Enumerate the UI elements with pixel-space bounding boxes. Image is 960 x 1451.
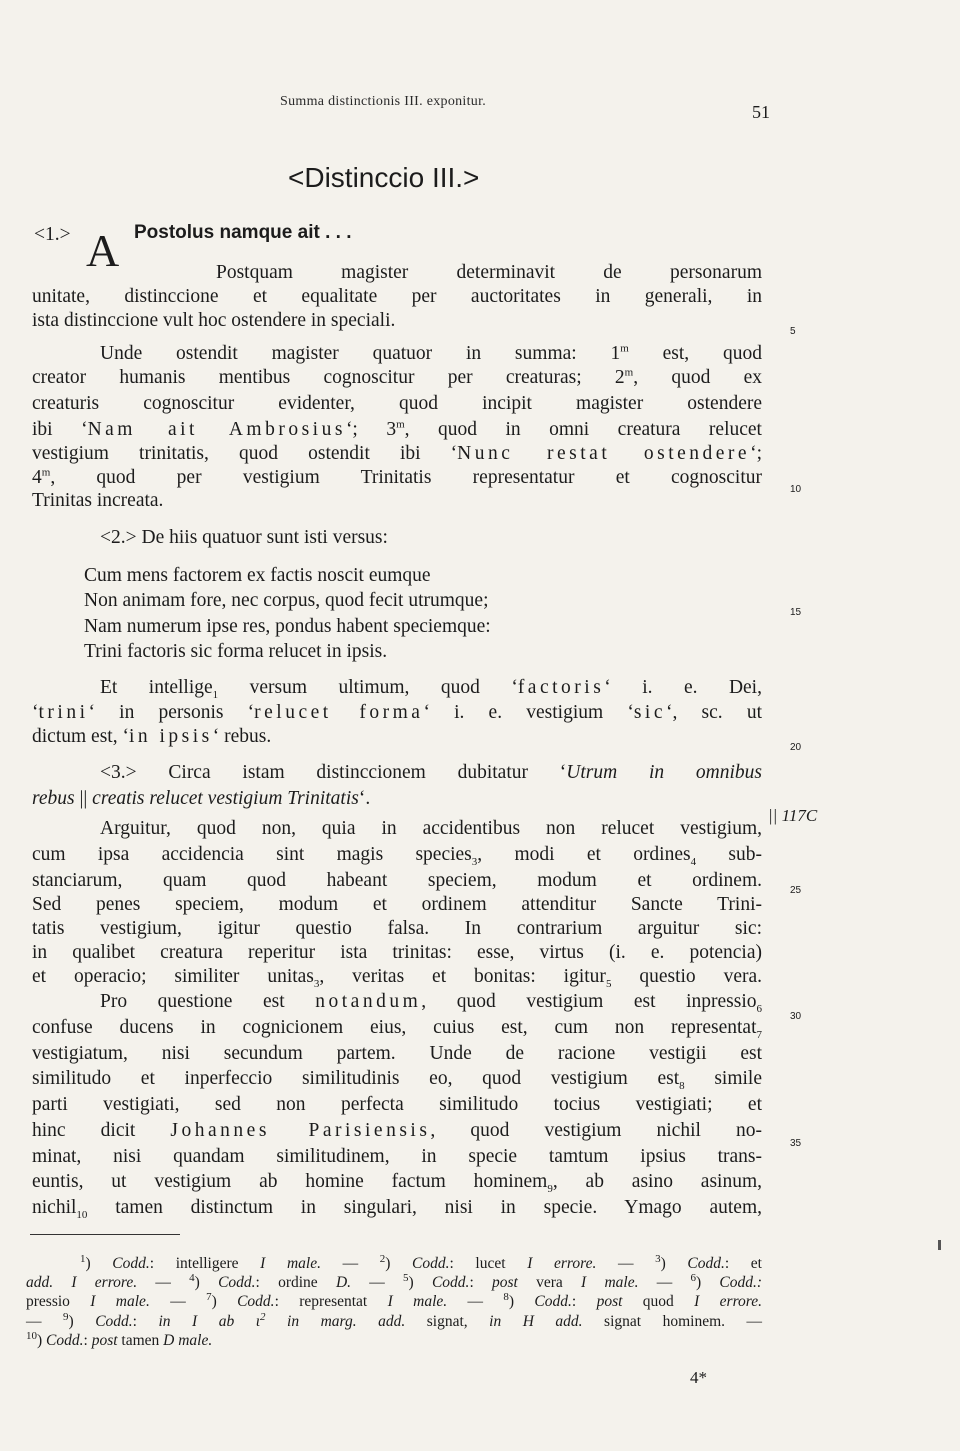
signature-mark: 4* bbox=[690, 1368, 707, 1387]
footnote-line: $^{10}$) Codd.: post tamen D male. bbox=[26, 1329, 213, 1349]
footnote-line: pressio I male. — $^7$) Codd.: representat I male. — $^8$) Codd.: post quod I errore. bbox=[26, 1290, 762, 1310]
margin-line-number: 20 bbox=[790, 742, 802, 753]
margin-folio-reference: || 117C bbox=[768, 806, 818, 825]
text-line: minat, nisi quandam similitudinem, in specie tamtum ipsius trans- bbox=[32, 1146, 762, 1167]
question-line: <3.> Circa istam distinccionem dubitatur ‘Utrum in omnibus bbox=[100, 762, 762, 783]
text-line: euntis, ut vestigium ab homine factum hominem$_9$, ab asino asinum, bbox=[32, 1171, 762, 1195]
text-line: Arguitur, quod non, quia in accidentibus non relucet vestigium, bbox=[100, 818, 762, 839]
text-line: creator humanis mentibus cognoscitur per creaturas; 2$^m$, quod ex bbox=[32, 366, 762, 388]
margin-line-number: 15 bbox=[790, 607, 802, 618]
text-line: nichil$_{10}$ tamen distinctum in singulari, nisi in specie. Ymago autem, bbox=[32, 1197, 762, 1221]
text-line: similitudo et inperfeccio similitudinis eo, quod vestigium est$_8$ simile bbox=[32, 1068, 762, 1092]
verse-line: Trini factoris sic forma relucet in ipsis. bbox=[84, 641, 388, 662]
text-line: vestigiatum, nisi secundum partem. Unde de racione vestigii est bbox=[32, 1043, 762, 1064]
text-line: parti vestigiati, sed non perfecta similitudo tocius vestigiati; et bbox=[32, 1094, 762, 1115]
page-title: <Distinccio III.> bbox=[288, 162, 480, 193]
footnote-line: — $^9$) Codd.: in I ab $\iota^2$ in marg. add. signat, in H add. signat hominem. — bbox=[26, 1310, 763, 1330]
text-line: et operacio; similiter unitas$_3$, veritas et bonitas: igitur$_5$ questio vera. bbox=[32, 966, 762, 990]
text-line: confuse ducens in cognicionem eius, cuius est, cum non representat$_7$ bbox=[32, 1017, 762, 1041]
text-line: unitate, distinccione et equalitate per auctoritates in generali, in bbox=[32, 286, 762, 307]
margin-line-number: 35 bbox=[790, 1138, 802, 1149]
text-line: stanciarum, quam quod habeant speciem, modum et ordinem. bbox=[32, 870, 762, 891]
footnote-divider bbox=[30, 1234, 180, 1235]
text-line: ibi ‘Nam ait Ambrosius‘; 3$^m$, quod in omni creatura relucet bbox=[32, 418, 762, 440]
margin-line-number: 10 bbox=[790, 484, 802, 495]
running-head: Summa distinctionis III. exponitur. bbox=[280, 94, 487, 109]
margin-line-number: 25 bbox=[790, 885, 802, 896]
page-edge-mark bbox=[938, 1240, 941, 1250]
margin-line-number: 30 bbox=[790, 1011, 802, 1022]
drop-cap: A bbox=[86, 225, 120, 276]
margin-line-number: 5 bbox=[790, 326, 796, 337]
text-line: dictum est, ‘in ipsis‘ rebus. bbox=[32, 726, 272, 747]
section-2-heading: <2.> De hiis quatuor sunt isti versus: bbox=[100, 527, 388, 548]
text-line: tatis vestigium, igitur questio falsa. In contrarium arguitur sic: bbox=[32, 918, 762, 939]
text-line: creaturis cognoscitur evidenter, quod incipit magister ostendere bbox=[32, 393, 762, 414]
text-line: ‘trini‘ in personis ‘relucet forma‘ i. e. vestigium ‘sic‘, sc. ut bbox=[32, 702, 763, 723]
text-line: cum ipsa accidencia sint magis species$_3$, modi et ordines$_4$ sub- bbox=[32, 844, 762, 868]
section-1-incipit: Postolus namque ait . . . bbox=[134, 222, 352, 243]
footnote-line: $^1$) Codd.: intelligere I male. — $^2$) Codd.: lucet I errore. — $^3$) Codd.: et bbox=[80, 1252, 762, 1272]
verse-line: Nam numerum ipse res, pondus habent speciemque: bbox=[84, 616, 491, 637]
text-line: Postquam magister determinavit de personarum bbox=[216, 262, 762, 283]
verse-line: Non animam fore, nec corpus, quod fecit utrumque; bbox=[84, 590, 489, 611]
footnote-line: add. I errore. — $^4$) Codd.: ordine D. — $^5$) Codd.: post vera I male. — $^6$) Codd.: bbox=[26, 1271, 763, 1291]
text-line: Unde ostendit magister quatuor in summa: 1$^m$ est, quod bbox=[100, 342, 762, 364]
section-1-number: <1.> bbox=[34, 224, 71, 245]
page-number: 51 bbox=[752, 102, 770, 122]
text-line: 4$^m$, quod per vestigium Trinitatis representatur et cognoscitur bbox=[32, 466, 762, 488]
text-line: Pro questione est notandum, quod vestigium est inpressio$_6$ bbox=[100, 991, 762, 1015]
text-line: in qualibet creatura reperitur ista trinitas: esse, virtus (i. e. potencia) bbox=[32, 942, 762, 963]
verse-line: Cum mens factorem ex factis noscit eumque bbox=[84, 565, 431, 586]
text-line: hinc dicit Johannes Parisiensis, quod vestigium nichil no- bbox=[32, 1120, 762, 1141]
text-line: Trinitas increata. bbox=[32, 490, 164, 511]
text-line: Sed penes speciem, modum et ordinem attenditur Sancte Trini- bbox=[32, 894, 762, 915]
question-line: rebus || creatis relucet vestigium Trinitatis‘. bbox=[32, 788, 371, 809]
text-line: vestigium trinitatis, quod ostendit ibi ‘Nunc restat ostendere‘; bbox=[32, 443, 762, 464]
text-line: Et intellige$_1$ versum ultimum, quod ‘factoris‘ i. e. Dei, bbox=[100, 677, 762, 701]
text-line: ista distinccione vult hoc ostendere in speciali. bbox=[32, 310, 396, 331]
